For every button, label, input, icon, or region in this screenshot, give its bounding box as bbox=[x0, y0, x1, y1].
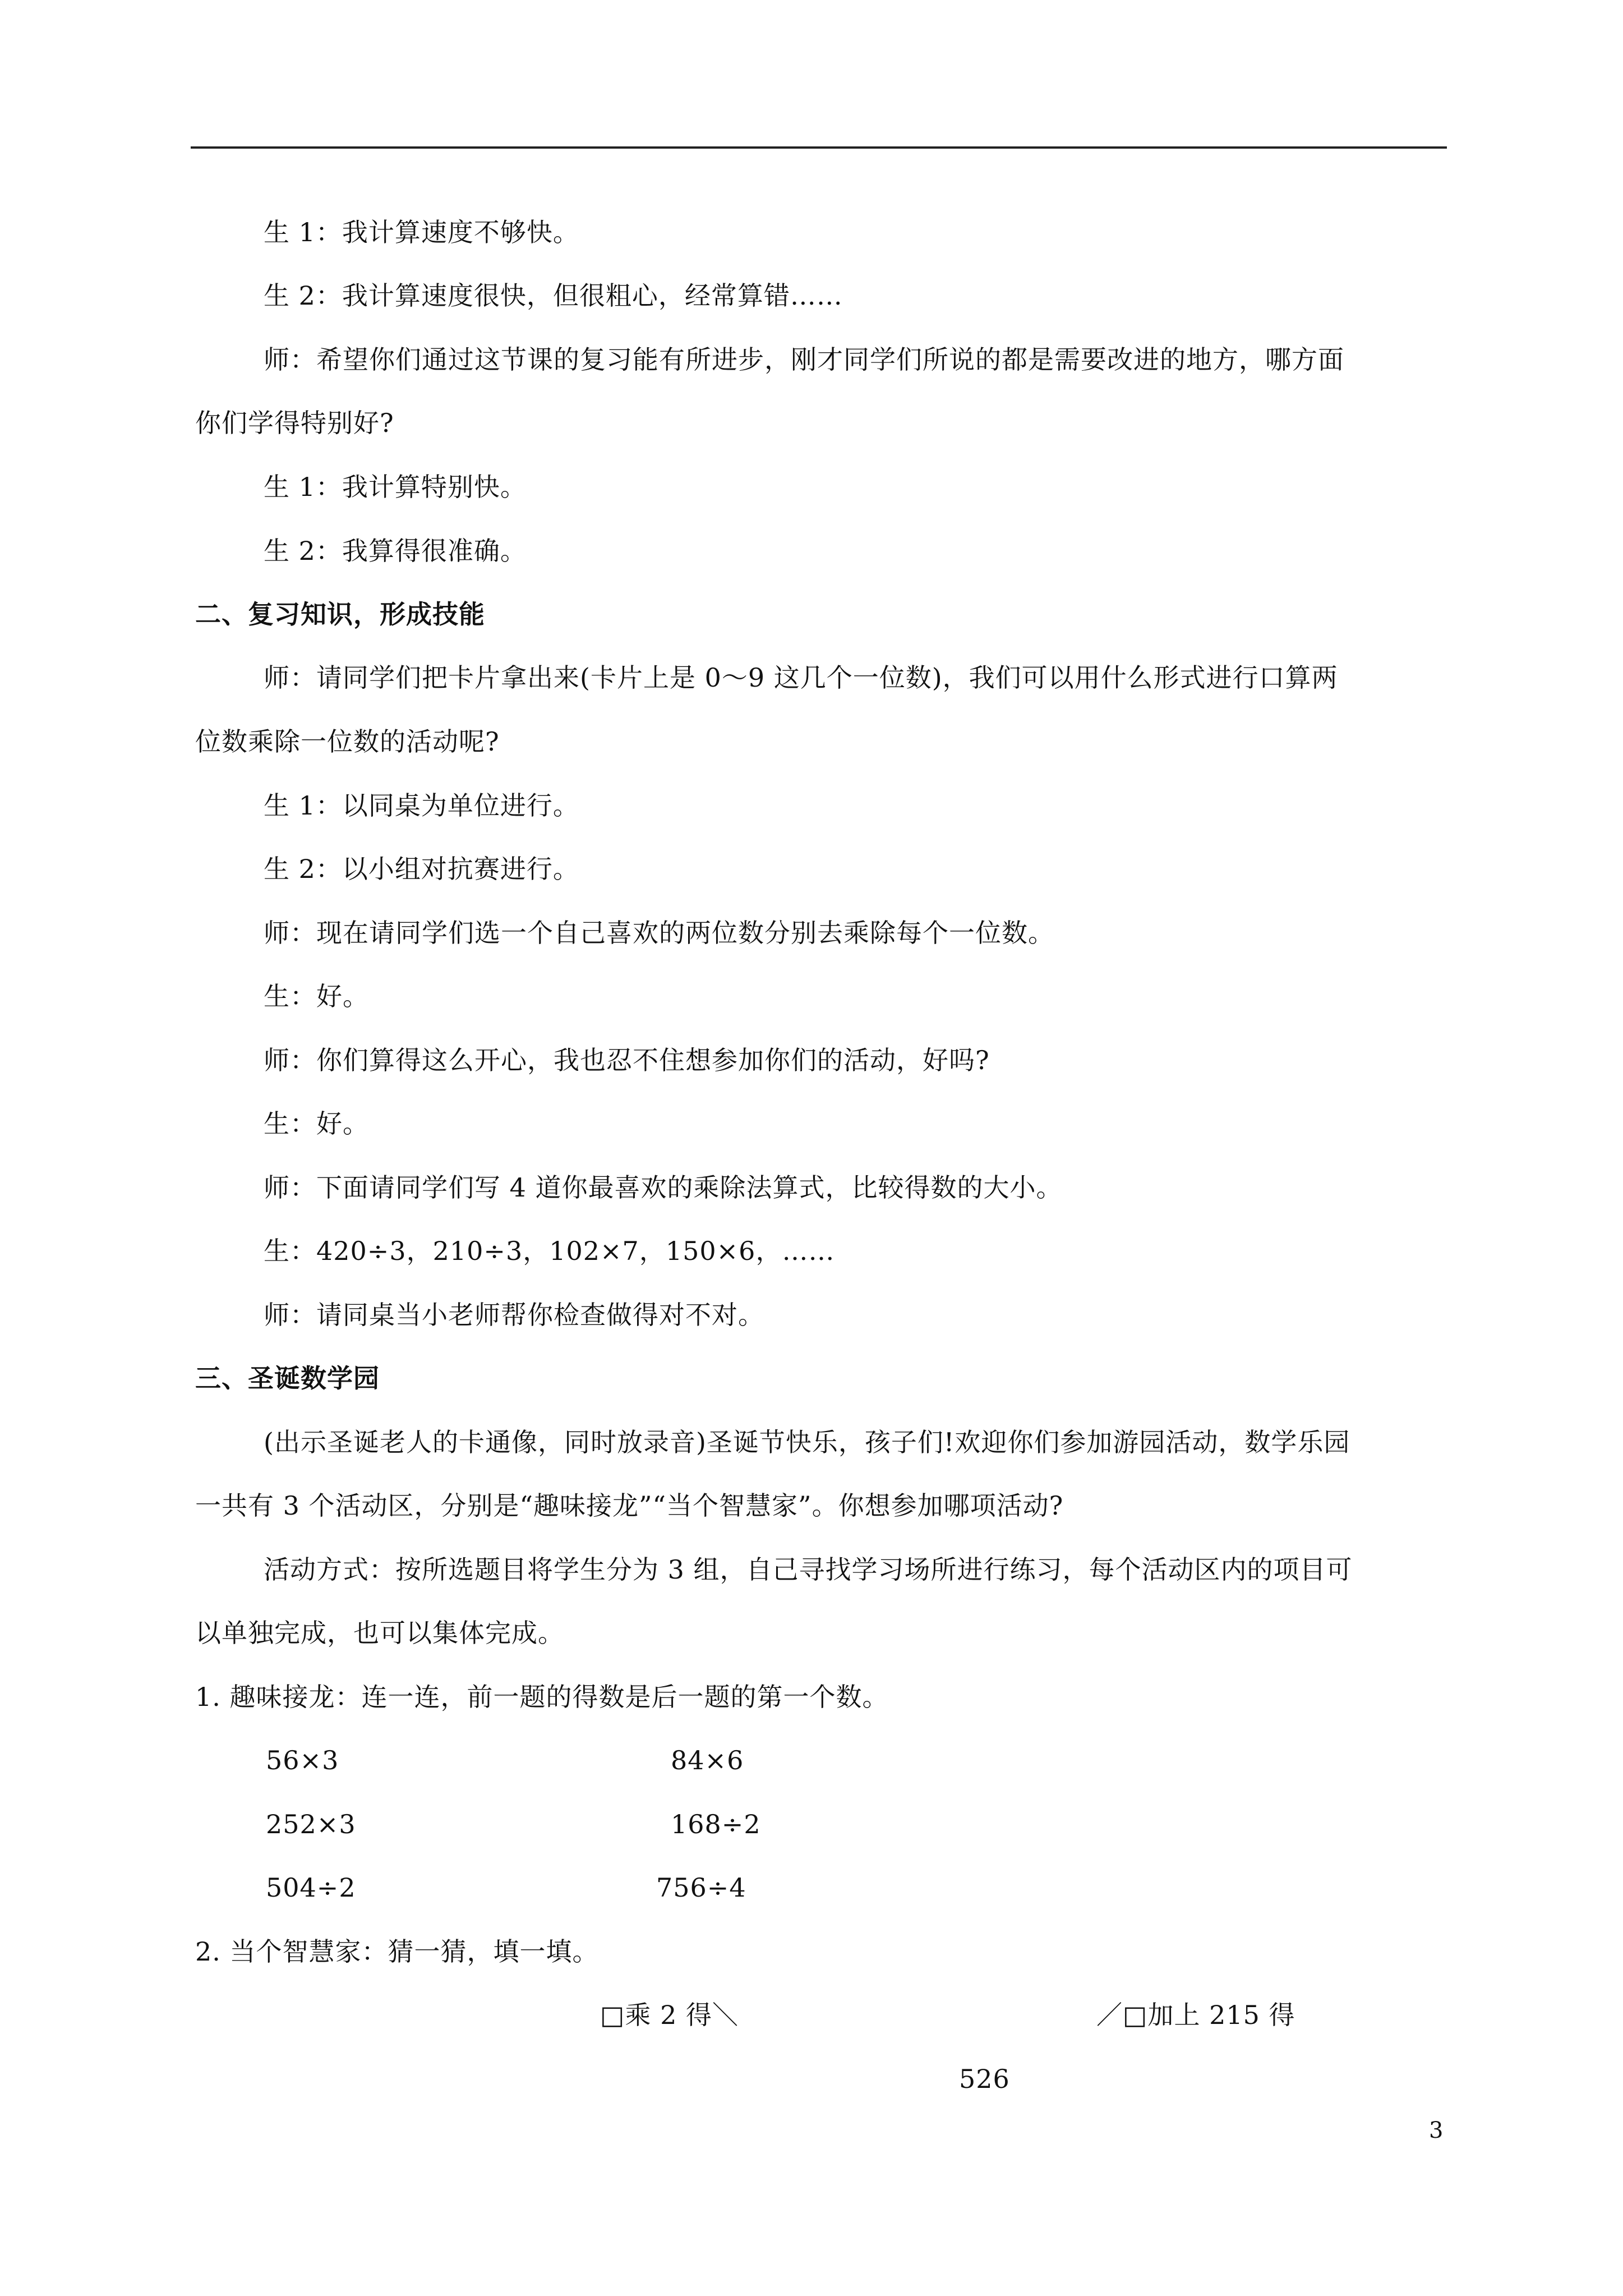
dialogue-line: 生 2：我算得很准确。 bbox=[264, 536, 527, 566]
paragraph-line-continued: 一共有 3 个活动区，分别是“趣味接龙”“当个智慧家”。你想参加哪项活动? bbox=[195, 1490, 1064, 1521]
calc-expression-right: 84×6 bbox=[671, 1745, 744, 1775]
page-number: 3 bbox=[1429, 2118, 1444, 2143]
dialogue-line: 生：好。 bbox=[264, 981, 369, 1011]
dialogue-line: 生 2：我计算速度很快，但很粗心，经常算错…… bbox=[264, 280, 843, 311]
dialogue-line: 生 1：我计算速度不够快。 bbox=[264, 217, 579, 247]
section-heading: 二、复习知识，形成技能 bbox=[195, 599, 485, 629]
paragraph-line: 活动方式：按所选题目将学生分为 3 组，自己寻找学习场所进行练习，每个活动区内的项目可 bbox=[264, 1554, 1353, 1585]
guess-right-clause: ／□加上 215 得 bbox=[1096, 2000, 1295, 2030]
dialogue-line: 生 2：以小组对抗赛进行。 bbox=[264, 854, 579, 884]
calc-expression-left: 56×3 bbox=[266, 1745, 339, 1775]
dialogue-line: 师：请同桌当小老师帮你检查做得对不对。 bbox=[264, 1300, 764, 1330]
paragraph-line-continued: 以单独完成，也可以集体完成。 bbox=[195, 1618, 564, 1648]
calc-expression-right: 756÷4 bbox=[656, 1872, 746, 1903]
dialogue-line: 生 1：以同桌为单位进行。 bbox=[264, 790, 579, 821]
calc-expression-right: 168÷2 bbox=[671, 1809, 761, 1839]
dialogue-line: 师：希望你们通过这节课的复习能有所进步，刚才同学们所说的都是需要改进的地方，哪方面 bbox=[264, 344, 1344, 375]
exercise-item-1: 1. 趣味接龙：连一连，前一题的得数是后一题的第一个数。 bbox=[195, 1682, 889, 1712]
dialogue-line-continued: 你们学得特别好? bbox=[195, 408, 394, 438]
calc-expression-left: 252×3 bbox=[266, 1809, 356, 1839]
calc-expression-left: 504÷2 bbox=[266, 1872, 356, 1903]
dialogue-line-continued: 位数乘除一位数的活动呢? bbox=[195, 726, 500, 757]
exercise-item-2: 2. 当个智慧家：猜一猜，填一填。 bbox=[195, 1936, 599, 1967]
paragraph-line: (出示圣诞老人的卡通像，同时放录音)圣诞节快乐，孩子们!欢迎你们参加游园活动，数学乐园 bbox=[264, 1427, 1350, 1457]
dialogue-line: 生：好。 bbox=[264, 1108, 369, 1139]
header-rule bbox=[191, 146, 1447, 149]
dialogue-line: 师：你们算得这么开心，我也忍不住想参加你们的活动，好吗? bbox=[264, 1045, 990, 1075]
guess-left-clause: □乘 2 得＼ bbox=[600, 2000, 739, 2030]
section-heading: 三、圣诞数学园 bbox=[195, 1363, 380, 1393]
dialogue-line: 师：下面请同学们写 4 道你最喜欢的乘除法算式，比较得数的大小。 bbox=[264, 1172, 1063, 1203]
guess-result: 526 bbox=[959, 2064, 1010, 2094]
dialogue-line: 生 1：我计算特别快。 bbox=[264, 472, 527, 502]
dialogue-line: 生：420÷3，210÷3，102×7，150×6，…… bbox=[264, 1236, 835, 1266]
dialogue-line: 师：请同学们把卡片拿出来(卡片上是 0～9 这几个一位数)，我们可以用什么形式进行口算两 bbox=[264, 662, 1338, 693]
dialogue-line: 师：现在请同学们选一个自己喜欢的两位数分别去乘除每个一位数。 bbox=[264, 918, 1054, 948]
